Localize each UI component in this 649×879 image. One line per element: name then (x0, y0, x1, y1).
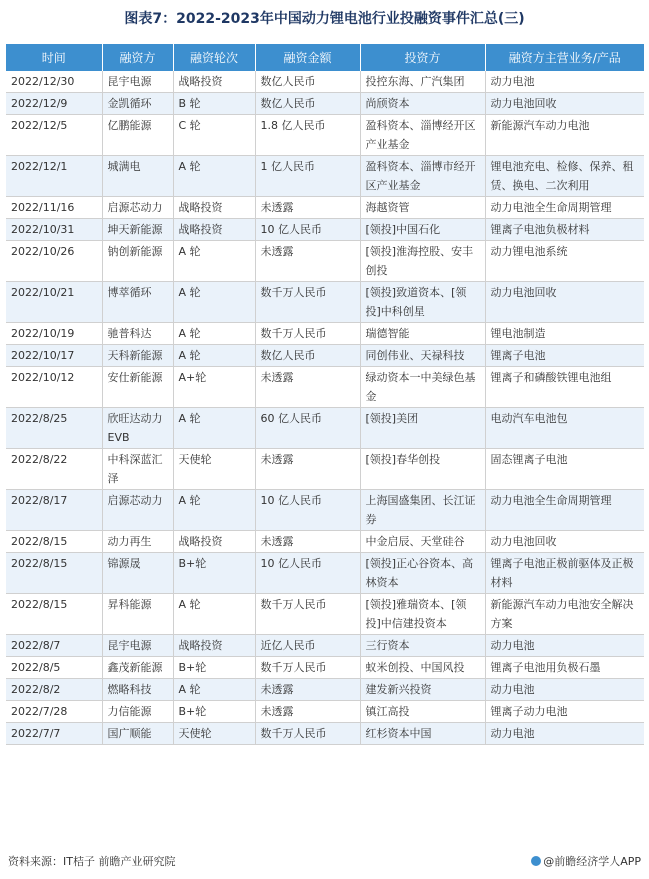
cell-business: 动力电池全生命周期管理 (485, 490, 644, 531)
table-row (6, 241, 644, 282)
cell-business: 动力电池 (485, 635, 644, 657)
cell-amount: 1 亿人民币 (255, 156, 360, 197)
cell-business: 锂离子和磷酸铁锂电池组 (485, 367, 644, 408)
cell-round: 天使轮 (173, 449, 255, 490)
cell-business: 锂离子电池用负极石墨 (485, 657, 644, 679)
table-row (6, 71, 644, 93)
table-row (6, 345, 644, 367)
table-row (6, 490, 644, 531)
cell-financier: 启源芯动力 (102, 490, 173, 531)
cell-investor: 红杉资本中国 (360, 723, 485, 745)
cell-investor: [领投]中国石化 (360, 219, 485, 241)
source-note: 资料来源：IT桔子 前瞻产业研究院 (8, 855, 176, 868)
cell-business: 动力电池全生命周期管理 (485, 197, 644, 219)
cell-amount: 数亿人民币 (255, 93, 360, 115)
cell-time: 2022/12/5 (6, 115, 102, 156)
cell-time: 2022/10/19 (6, 323, 102, 345)
cell-investor: 投控东海、广汽集团 (360, 71, 485, 93)
header-round: 融资轮次 (173, 44, 255, 71)
header-financier: 融资方 (102, 44, 173, 71)
table-row (6, 408, 644, 449)
cell-time: 2022/7/28 (6, 701, 102, 723)
table-row (6, 219, 644, 241)
cell-round: B+轮 (173, 657, 255, 679)
financing-events-table (6, 44, 644, 745)
cell-time: 2022/10/26 (6, 241, 102, 282)
cell-round: A 轮 (173, 156, 255, 197)
cell-business: 动力锂电池系统 (485, 241, 644, 282)
cell-financier: 锦源晟 (102, 553, 173, 594)
cell-amount: 数千万人民币 (255, 594, 360, 635)
cell-investor: 中金启辰、天堂硅谷 (360, 531, 485, 553)
cell-round: A+轮 (173, 367, 255, 408)
cell-time: 2022/11/16 (6, 197, 102, 219)
cell-business: 电动汽车电池包 (485, 408, 644, 449)
cell-investor: [领投]美团 (360, 408, 485, 449)
cell-time: 2022/10/12 (6, 367, 102, 408)
cell-financier: 坤天新能源 (102, 219, 173, 241)
cell-amount: 数千万人民币 (255, 723, 360, 745)
cell-business: 锂离子电池正极前驱体及正极材料 (485, 553, 644, 594)
cell-investor: 盈科资本、淄博经开区产业基金 (360, 115, 485, 156)
cell-business: 动力电池回收 (485, 531, 644, 553)
cell-time: 2022/8/15 (6, 594, 102, 635)
cell-investor: 尚颀资本 (360, 93, 485, 115)
cell-financier: 启源芯动力 (102, 197, 173, 219)
cell-financier: 燃略科技 (102, 679, 173, 701)
cell-financier: 动力再生 (102, 531, 173, 553)
cell-round: A 轮 (173, 282, 255, 323)
table-row (6, 553, 644, 594)
cell-amount: 10 亿人民币 (255, 490, 360, 531)
table-row (6, 679, 644, 701)
cell-round: C 轮 (173, 115, 255, 156)
cell-business: 动力电池回收 (485, 282, 644, 323)
cell-round: A 轮 (173, 679, 255, 701)
cell-financier: 昆宇电源 (102, 635, 173, 657)
cell-amount: 10 亿人民币 (255, 219, 360, 241)
cell-financier: 亿鹏能源 (102, 115, 173, 156)
cell-amount: 未透露 (255, 449, 360, 490)
cell-time: 2022/8/25 (6, 408, 102, 449)
cell-financier: 鑫茂新能源 (102, 657, 173, 679)
cell-time: 2022/8/2 (6, 679, 102, 701)
cell-business: 动力电池 (485, 71, 644, 93)
cell-time: 2022/8/17 (6, 490, 102, 531)
cell-amount: 数千万人民币 (255, 282, 360, 323)
cell-time: 2022/10/31 (6, 219, 102, 241)
brand-text: @前瞻经济学人APP (543, 855, 641, 868)
cell-investor: [领投]正心谷资本、高林资本 (360, 553, 485, 594)
table-row (6, 657, 644, 679)
cell-business: 固态锂离子电池 (485, 449, 644, 490)
cell-financier: 昆宇电源 (102, 71, 173, 93)
cell-round: A 轮 (173, 490, 255, 531)
cell-financier: 昇科能源 (102, 594, 173, 635)
cell-investor: 瑞德智能 (360, 323, 485, 345)
cell-time: 2022/8/15 (6, 531, 102, 553)
table-row (6, 93, 644, 115)
cell-investor: 建发新兴投资 (360, 679, 485, 701)
table-row (6, 115, 644, 156)
cell-investor: 海越资管 (360, 197, 485, 219)
cell-financier: 国广顺能 (102, 723, 173, 745)
cell-time: 2022/7/7 (6, 723, 102, 745)
cell-amount: 数千万人民币 (255, 323, 360, 345)
table-body (6, 71, 644, 745)
cell-amount: 近亿人民币 (255, 635, 360, 657)
cell-time: 2022/10/17 (6, 345, 102, 367)
cell-business: 新能源汽车动力电池 (485, 115, 644, 156)
table-row (6, 323, 644, 345)
table-row (6, 701, 644, 723)
cell-amount: 未透露 (255, 241, 360, 282)
cell-financier: 天科新能源 (102, 345, 173, 367)
cell-time: 2022/12/30 (6, 71, 102, 93)
cell-round: B 轮 (173, 93, 255, 115)
cell-business: 锂电池充电、检修、保养、租赁、换电、二次利用 (485, 156, 644, 197)
cell-business: 锂离子动力电池 (485, 701, 644, 723)
cell-financier: 驰普科达 (102, 323, 173, 345)
cell-round: A 轮 (173, 408, 255, 449)
cell-amount: 1.8 亿人民币 (255, 115, 360, 156)
cell-round: 天使轮 (173, 723, 255, 745)
header-amount: 融资金额 (255, 44, 360, 71)
cell-business: 锂离子电池 (485, 345, 644, 367)
cell-business: 锂电池制造 (485, 323, 644, 345)
cell-investor: 绿动资本一中美绿色基金 (360, 367, 485, 408)
cell-financier: 中科深蓝汇泽 (102, 449, 173, 490)
cell-round: 战略投资 (173, 197, 255, 219)
cell-financier: 城满电 (102, 156, 173, 197)
cell-time: 2022/12/9 (6, 93, 102, 115)
qianzhan-logo-icon (531, 856, 541, 866)
table-row (6, 594, 644, 635)
header-business: 融资方主营业务/产品 (485, 44, 644, 71)
cell-round: B+轮 (173, 701, 255, 723)
cell-amount: 未透露 (255, 531, 360, 553)
table-row (6, 723, 644, 745)
cell-investor: 上海国盛集团、长江证券 (360, 490, 485, 531)
cell-financier: 安仕新能源 (102, 367, 173, 408)
cell-time: 2022/10/21 (6, 282, 102, 323)
table-row (6, 197, 644, 219)
cell-investor: [领投]致道资本、[领投]中科创星 (360, 282, 485, 323)
table-row (6, 282, 644, 323)
cell-amount: 数千万人民币 (255, 657, 360, 679)
cell-round: B+轮 (173, 553, 255, 594)
cell-round: 战略投资 (173, 635, 255, 657)
cell-amount: 数亿人民币 (255, 345, 360, 367)
cell-amount: 数亿人民币 (255, 71, 360, 93)
cell-investor: [领投]春华创投 (360, 449, 485, 490)
cell-amount: 未透露 (255, 701, 360, 723)
cell-time: 2022/8/7 (6, 635, 102, 657)
cell-time: 2022/8/22 (6, 449, 102, 490)
cell-investor: 三行资本 (360, 635, 485, 657)
cell-financier: 欣旺达动力 EVB (102, 408, 173, 449)
cell-round: A 轮 (173, 345, 255, 367)
table-row (6, 635, 644, 657)
cell-investor: 同创伟业、天禄科技 (360, 345, 485, 367)
cell-amount: 未透露 (255, 367, 360, 408)
cell-business: 锂离子电池负极材料 (485, 219, 644, 241)
cell-business: 动力电池 (485, 679, 644, 701)
cell-financier: 金凯循环 (102, 93, 173, 115)
table-row (6, 531, 644, 553)
cell-investor: 蚁米创投、中国风投 (360, 657, 485, 679)
cell-round: A 轮 (173, 241, 255, 282)
chart-title: 图表7：2022-2023年中国动力锂电池行业投融资事件汇总(三) (124, 11, 525, 27)
cell-time: 2022/8/15 (6, 553, 102, 594)
cell-financier: 力信能源 (102, 701, 173, 723)
cell-amount: 10 亿人民币 (255, 553, 360, 594)
cell-time: 2022/12/1 (6, 156, 102, 197)
cell-round: A 轮 (173, 323, 255, 345)
cell-business: 动力电池回收 (485, 93, 644, 115)
cell-investor: [领投]雅瑞资本、[领投]中信建投资本 (360, 594, 485, 635)
cell-investor: 镇江高投 (360, 701, 485, 723)
table-row (6, 449, 644, 490)
cell-round: A 轮 (173, 594, 255, 635)
cell-financier: 博萃循环 (102, 282, 173, 323)
cell-amount: 60 亿人民币 (255, 408, 360, 449)
table-header-row (6, 44, 644, 71)
cell-investor: [领投]淮海控股、安丰创投 (360, 241, 485, 282)
cell-round: 战略投资 (173, 219, 255, 241)
header-investor: 投资方 (360, 44, 485, 71)
table-row (6, 367, 644, 408)
table-row (6, 156, 644, 197)
cell-business: 动力电池 (485, 723, 644, 745)
cell-round: 战略投资 (173, 531, 255, 553)
cell-financier: 钠创新能源 (102, 241, 173, 282)
cell-amount: 未透露 (255, 679, 360, 701)
cell-amount: 未透露 (255, 197, 360, 219)
brand-credit (531, 853, 641, 869)
cell-round: 战略投资 (173, 71, 255, 93)
header-time: 时间 (6, 44, 102, 71)
cell-investor: 盈科资本、淄博市经开区产业基金 (360, 156, 485, 197)
cell-time: 2022/8/5 (6, 657, 102, 679)
cell-business: 新能源汽车动力电池安全解决方案 (485, 594, 644, 635)
